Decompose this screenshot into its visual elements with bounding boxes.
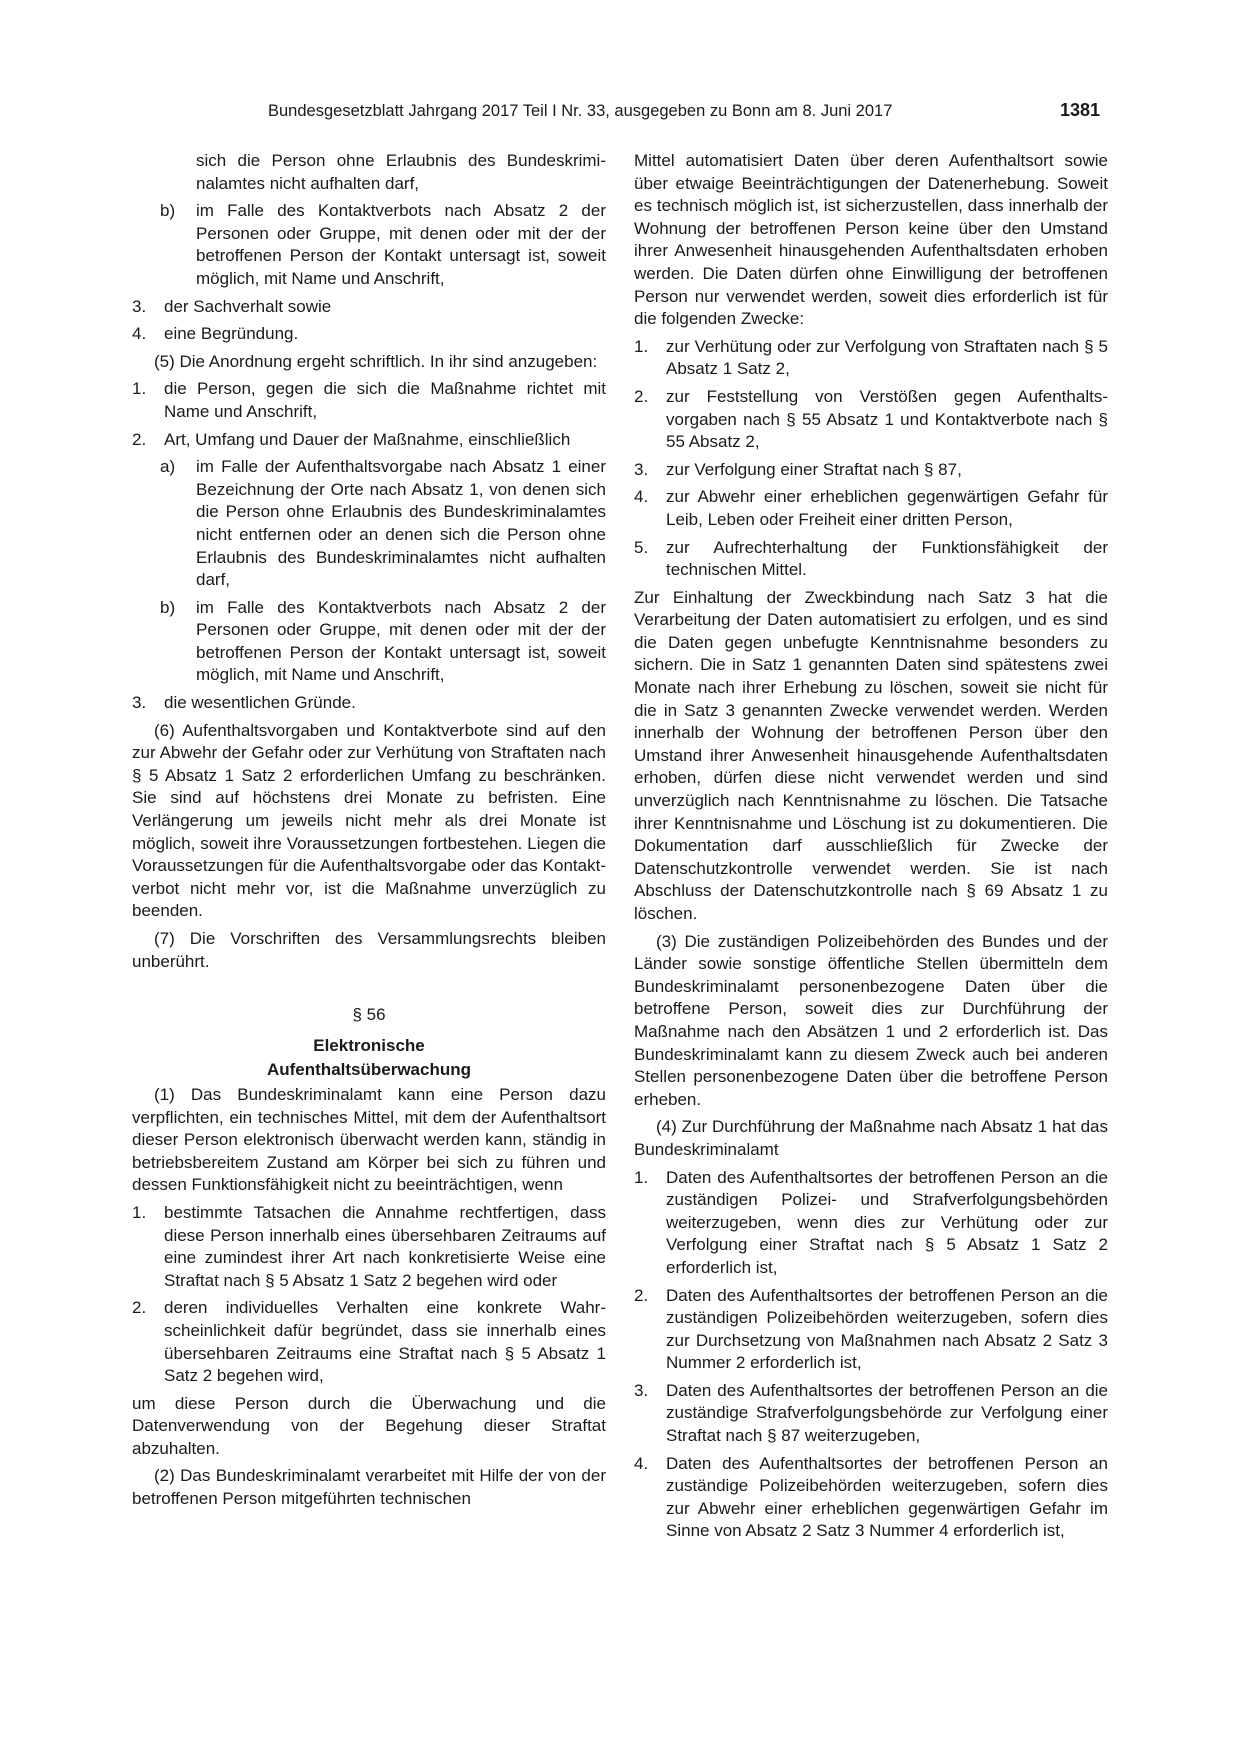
list-item-text: Daten des Aufenthaltsortes der betroffenen Person an die zuständige Strafverfolgungsbehörde zur Verfolgung einer Straftat nach § 87 weiterzugeben,: [666, 1380, 1108, 1446]
list-item-text: zur Verfolgung einer Straftat nach § 87,: [666, 459, 962, 479]
paragraph: Mittel automatisiert Daten über deren Aufenthaltsort sowie über etwaige Beeinträchtigungen der Datenerhebung. Soweit es technisch möglich ist, ist sicherzustellen, dass innerhalb der Wohnung der betroffenen Person keine über den Umstand ihrer Anwesenheit hinausgehenden Aufenthaltsdaten erhoben werden. Die Daten dürfen ohne Einwilligung der betroffenen Person nur verwendet werden, soweit dies erforderlich ist für die folgenden Zwecke:: [634, 151, 1108, 329]
list-item-text: zur Feststellung von Verstößen gegen Aufenthaltsvorgaben nach § 55 Absatz 1 und Kontaktverbote nach § 55 Absatz 2,: [666, 386, 1108, 452]
list-marker: a): [160, 457, 176, 477]
list-item: [634, 486, 1108, 531]
list-item: [634, 1285, 1108, 1375]
list-item-continuation: sich die Person ohne Erlaubnis des Bundeskriminalamtes nicht aufhalten darf,: [196, 151, 606, 193]
paragraph: (1) Das Bundeskriminalamt kann eine Person dazu verpflichten, ein technisches Mittel, mit dem der Aufenthaltsort dieser Person elektronisch überwacht werden kann, ständig in betriebsbereitem Zustand am Körper bei sich zu führen und dessen Funktionsfähigkeit nicht zu beeinträchtigen, wenn: [132, 1084, 606, 1195]
list-marker: b): [160, 201, 176, 221]
list-item-text: der Sachverhalt sowie: [164, 296, 332, 316]
list-item: [132, 1297, 606, 1387]
list-marker: 3.: [132, 693, 147, 713]
list-item: [634, 1167, 1108, 1280]
section-heading: Elektronische: [313, 1035, 425, 1055]
list-item-text: deren individuelles Verhalten eine konkrete Wahrscheinlichkeit dafür begründet, dass sie innerhalb eines übersehbaren Zeitraums eine Straftat nach § 5 Absatz 1 Satz 2 begehen wird,: [164, 1298, 606, 1386]
list-item-text: zur Aufrechterhaltung der Funktionsfähigkeit der technischen Mittel.: [666, 537, 1108, 580]
list-item-text: im Falle der Aufenthaltsvorgabe nach Absatz 1 einer Bezeichnung der Orte nach Absatz 1, von denen sich die Person ohne Erlaubnis des Bundeskriminalamtes nicht entfernen oder an denen sich die Person ohne Erlaubnis des Bundeskriminalamtes nicht aufhalten darf,: [196, 457, 606, 590]
paragraph: Zur Einhaltung der Zweckbindung nach Satz 3 hat die Verarbeitung der Daten automatisiert zu erfolgen, und es sind die Daten gegen unbefugte Kenntnisnahme besonders zu sichern. Die in Satz 1 genannten Daten sind spätestens zwei Monate nach ihrer Erhebung zu löschen, soweit sie nicht für die in Satz 3 genannten Zwecke verwendet werden. Werden innerhalb der Wohnung der betroffenen Person über den Umstand ihrer Anwesenheit hinausgehende Aufenthaltsdaten erhoben, dürfen diese nicht verwendet werden und sind unverzüglich nach Kenntnisnahme zu löschen. Die Tatsache ihrer Kenntnisnahme und Löschung ist zu dokumentieren. Die Dokumentation darf ausschließlich für Zwecke der Datenschutzkontrolle verwendet werden. Sie ist nach Abschluss der Datenschutzkontrolle nach § 69 Absatz 1 zu löschen.: [634, 587, 1108, 923]
list-marker: 3.: [132, 296, 147, 316]
list-item: [634, 386, 1108, 454]
paragraph: (2) Das Bundeskriminalamt verarbeitet mit Hilfe der von der betroffenen Person mitgeführten technischen: [132, 1466, 606, 1509]
list-item: [132, 323, 606, 346]
list-item: [634, 1453, 1108, 1543]
list-item-text: zur Abwehr einer erheblichen gegenwärtigen Gefahr für Leib, Leben oder Freiheit einer dritten Person,: [666, 487, 1108, 529]
list-marker: 3.: [634, 1380, 649, 1400]
list-marker: 5.: [634, 537, 649, 557]
list-marker: 1.: [634, 336, 649, 356]
list-marker: 2.: [634, 1285, 649, 1305]
list-marker: 1.: [634, 1167, 649, 1187]
list-item: [132, 597, 606, 687]
list-item-text: Daten des Aufenthaltsortes der betroffenen Person an die zuständigen Polizeibehörden weiterzugeben, sofern dies zur Durchsetzung von Maßnahmen nach Absatz 2 Satz 3 Nummer 2 erforderlich ist,: [666, 1285, 1108, 1373]
list-item-text: die Person, gegen die sich die Maßnahme richtet mit Name und Anschrift,: [164, 379, 606, 421]
page-number: 1381: [1060, 100, 1101, 120]
list-item: [634, 336, 1108, 381]
list-marker: 4.: [634, 1453, 649, 1473]
list-item: [634, 1380, 1108, 1448]
list-marker: 2.: [634, 386, 649, 406]
paragraph: (7) Die Vorschriften des Versammlungsrechts bleiben unberührt.: [132, 929, 606, 971]
list-item: [132, 200, 606, 290]
left-column: [132, 150, 606, 1516]
right-column: [634, 150, 1108, 1548]
list-item-text: eine Begründung.: [164, 324, 299, 344]
list-marker: 4.: [634, 487, 649, 507]
list-item: [132, 378, 606, 423]
list-item-text: Daten des Aufenthaltsortes der betroffenen Person an die zuständigen Polizei- und Strafverfolgungsbehörden weiterzugeben, wenn dies zur Verhütung oder zur Verfolgung einer Straftat nach § 5 Absatz 1 Satz 2 erforderlich ist,: [666, 1167, 1108, 1277]
list-item: [132, 692, 606, 715]
list-marker: 1.: [132, 1202, 147, 1222]
list-item: [634, 459, 1108, 482]
paragraph: um diese Person durch die Überwachung und die Datenverwendung von der Begehung dieser Straftat abzuhalten.: [132, 1393, 606, 1458]
paragraph: (3) Die zuständigen Polizeibehörden des Bundes und der Länder sowie sonstige öffentliche Stellen übermitteln dem Bundeskriminalamt personenbezogene Daten über die betroffene Person, soweit dies zur Durchführung der Maßnahme nach den Absätzen 1 und 2 erforderlich ist. Das Bundeskriminalamt kann zu diesem Zweck auch bei anderen Stellen personenbezogene Daten über die betroffene Person erheben.: [634, 931, 1108, 1109]
list-item: [132, 456, 606, 592]
list-marker: 2.: [132, 429, 147, 449]
list-item: [132, 296, 606, 319]
list-item-text: im Falle des Kontaktverbots nach Absatz 2 der Personen oder Gruppe, mit denen oder mit der der betroffenen Person der Kontakt untersagt ist, soweit möglich, mit Name und Anschrift,: [196, 201, 606, 288]
list-item-text: Daten des Aufenthaltsortes der betroffenen Person an zuständige Polizeibehörden weiterzugeben, sofern dies zur Abwehr einer erheblichen gegenwärtigen Gefahr im Sinne von Absatz 2 Satz 3 Nummer 4 erforderlich ist,: [666, 1453, 1108, 1541]
section-number: § 56: [352, 1005, 386, 1025]
running-header: Bundesgesetzblatt Jahrgang 2017 Teil I Nr. 33, ausgegeben zu Bonn am 8. Juni 2017: [268, 102, 893, 120]
list-item: [132, 429, 606, 452]
list-marker: b): [160, 597, 176, 617]
list-item-text: die wesentlichen Gründe.: [164, 693, 356, 713]
list-item: [634, 537, 1108, 582]
list-item-text: im Falle des Kontaktverbots nach Absatz 2 der Personen oder Gruppe, mit denen oder mit der der betroffenen Person der Kontakt untersagt ist, soweit möglich, mit Name und Anschrift,: [196, 597, 606, 685]
list-item-text: Art, Umfang und Dauer der Maßnahme, einschließlich: [164, 429, 571, 449]
list-marker: 1.: [132, 379, 147, 399]
list-marker: 2.: [132, 1298, 147, 1318]
section-heading: Aufenthaltsüberwachung: [266, 1060, 471, 1080]
list-item-text: zur Verhütung oder zur Verfolgung von Straftaten nach § 5 Absatz 1 Satz 2,: [666, 336, 1108, 379]
paragraph: (4) Zur Durchführung der Maßnahme nach Absatz 1 hat das Bundeskriminalamt: [634, 1117, 1108, 1159]
list-item: [132, 1202, 606, 1292]
list-marker: 4.: [132, 324, 147, 344]
paragraph: (5) Die Anordnung ergeht schriftlich. In ihr sind anzugeben:: [154, 351, 598, 371]
list-marker: 3.: [634, 459, 649, 479]
paragraph: (6) Aufenthaltsvorgaben und Kontaktverbote sind auf den zur Abwehr der Gefahr oder zur Verhütung von Straftaten nach § 5 Absatz 1 Satz 2 erforderlichen Umfang zu beschränken. Sie sind auf höchstens drei Monate zu befristen. Eine Verlängerung um jeweils nicht mehr als drei Monate ist möglich, soweit ihre Voraussetzungen fortbestehen. Liegen die Voraussetzungen für die Aufenthaltsvorgabe oder das Kontaktverbot nicht mehr vor, ist die Maßnahme unverzüglich zu beenden.: [132, 720, 606, 921]
list-item-text: bestimmte Tatsachen die Annahme rechtfertigen, dass diese Person innerhalb eines übersehbaren Zeitraums auf eine zumindest ihrer Art nach konkretisierte Weise eine Straftat nach § 5 Absatz 1 Satz 2 begehen wird oder: [164, 1202, 606, 1290]
